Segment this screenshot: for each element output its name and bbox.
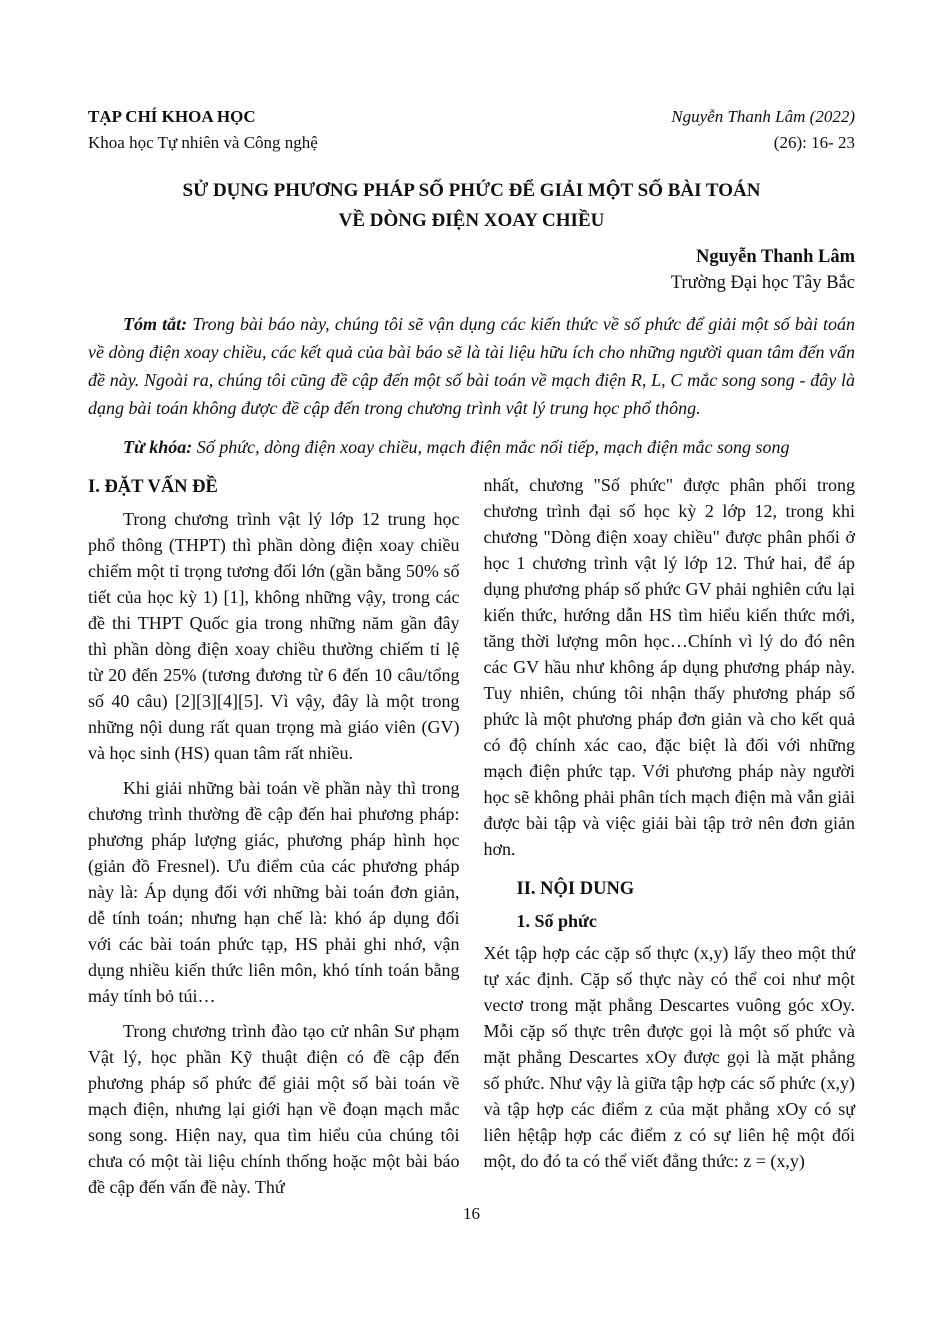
two-column-body — [88, 472, 855, 1209]
section-1-paragraph-3: Trong chương trình đào tạo cử nhân Sư phạm Vật lý, học phần Kỹ thuật điện có đề cập đến phương pháp số phức để giải một số bài toán về mạch điện, nhưng lại giới hạn về đoạn mạch mắc song song. Hiện nay, qua tìm hiểu của chúng tôi chưa có một tài liệu chính thống hoặc một bài báo đề cập đến vấn đề này. Thứ — [88, 1021, 460, 1197]
paper-title-line1: SỬ DỤNG PHƯƠNG PHÁP SỐ PHỨC ĐỂ GIẢI MỘT SỐ BÀI TOÁN — [182, 180, 761, 201]
journal-subtitle: Khoa học Tự nhiên và Công nghệ — [88, 133, 318, 152]
journal-name: TẠP CHÍ KHOA HỌC — [88, 107, 256, 126]
citation-issue: (26): 16- 23 — [773, 133, 855, 152]
page-header — [88, 104, 855, 156]
section-1-paragraph-4: nhất, chương "Số phức" được phân phối trong chương trình đại số học kỳ 2 lớp 12, trong khi chương "Dòng điện xoay chiều" được phân phối ở học 1 chương trình vật lý lớp 12. Thứ hai, để áp dụng phương pháp số phức GV phải nghiên cứu lại kiến thức, hướng dẫn HS tìm hiểu kiến thức mới, tăng thời lượng môn học…Chính vì lý do đó nên các GV hầu như không áp dụng phương pháp này. Tuy nhiên, chúng tôi nhận thấy phương pháp số phức là một phương pháp đơn giản và cho kết quả có độ chính xác cao, đặc biệt là đối với những mạch điện phức tạp. Với phương pháp này người học sẽ không phải phân tích mạch điện mà vẫn giải được bài tập và việc giải bài tập trở nên đơn giản hơn. — [483, 475, 855, 859]
journal-info — [88, 104, 318, 156]
section-2-subheading-1: 1. Số phức — [516, 911, 597, 931]
left-column — [88, 472, 460, 1209]
author-name: Nguyễn Thanh Lâm — [695, 247, 855, 267]
right-column — [484, 472, 856, 1209]
paper-title — [88, 176, 855, 236]
section-2-heading: II. NỘI DUNG — [516, 879, 635, 899]
citation-info — [671, 104, 855, 156]
citation-author: Nguyễn Thanh Lâm (2022) — [671, 107, 855, 126]
keywords-text: Số phức, dòng điện xoay chiều, mạch điện mắc nối tiếp, mạch điện mắc song song — [192, 437, 790, 457]
paper-title-line2: VỀ DÒNG ĐIỆN XOAY CHIỀU — [338, 210, 605, 231]
keywords — [88, 434, 855, 460]
keywords-label: Từ khóa: — [123, 437, 193, 457]
section-1-paragraph-2: Khi giải những bài toán về phần này thì trong chương trình thường đề cập đến hai phương pháp: phương pháp lượng giác, phương pháp hình học (giản đồ Fresnel). Ưu điểm của các phương pháp này là: Áp dụng đối với những bài toán đơn giản, dễ tính toán; nhưng hạn chế là: khó áp dụng đối với các bài toán phức tạp, HS phải ghi nhớ, vận dụng nhiều kiến thức liên môn, khó tính toán bằng máy tính bỏ túi… — [88, 778, 460, 1006]
abstract-text: Trong bài báo này, chúng tôi sẽ vận dụng các kiến thức về số phức để giải một số bài toán về dòng điện xoay chiều, các kết quả của bài báo sẽ là tài liệu hữu ích cho những người quan tâm đến vấn đề này. Ngoài ra, chúng tôi cũng đề cập đến một số bài toán về mạch điện R, L, C mắc song song - đây là dạng bài toán không được đề cập đến trong chương trình vật lý trung học phổ thông. — [88, 314, 855, 418]
section-2-paragraph-1: Xét tập hợp các cặp số thực (x,y) lấy theo một thứ tự xác định. Cặp số thực này có thể coi như một vectơ trong mặt phẳng Descartes vuông góc xOy. Mỗi cặp số thực trên được gọi là một số phức và mặt phẳng Descartes xOy được gọi là mặt phẳng số phức. Như vậy là giữa tập hợp các số phức (x,y) và tập hợp các điểm z của mặt phẳng xOy có sự liên hệtập hợp các điểm z có sự liên hệ một đối một, do đó ta có thể viết đẳng thức: z = (x,y) — [483, 943, 855, 1171]
abstract-label: Tóm tắt: — [123, 314, 188, 334]
section-1-heading: I. ĐẶT VẤN ĐỀ — [88, 477, 218, 497]
section-1-paragraph-1: Trong chương trình vật lý lớp 12 trung học phổ thông (THPT) thì phần dòng điện xoay chiều chiếm một tỉ trọng tương đối lớn (gần bằng 50% số tiết của học kỳ 1) [1], không những vậy, trong các đề thi THPT Quốc gia trong những năm gần đây thì phần dòng điện xoay chiều thường chiếm tỉ lệ từ 20 đến 25% (tương đương từ 6 đến 10 câu/tổng số 40 câu) [2][3][4][5]. Vì vậy, đây là một trong những nội dung rất quan trọng mà giáo viên (GV) và học sinh (HS) quan tâm rất nhiều. — [88, 509, 460, 763]
abstract — [88, 310, 855, 422]
page-number: 16 — [463, 1204, 480, 1223]
author-affiliation: Trường Đại học Tây Bắc — [670, 273, 855, 293]
